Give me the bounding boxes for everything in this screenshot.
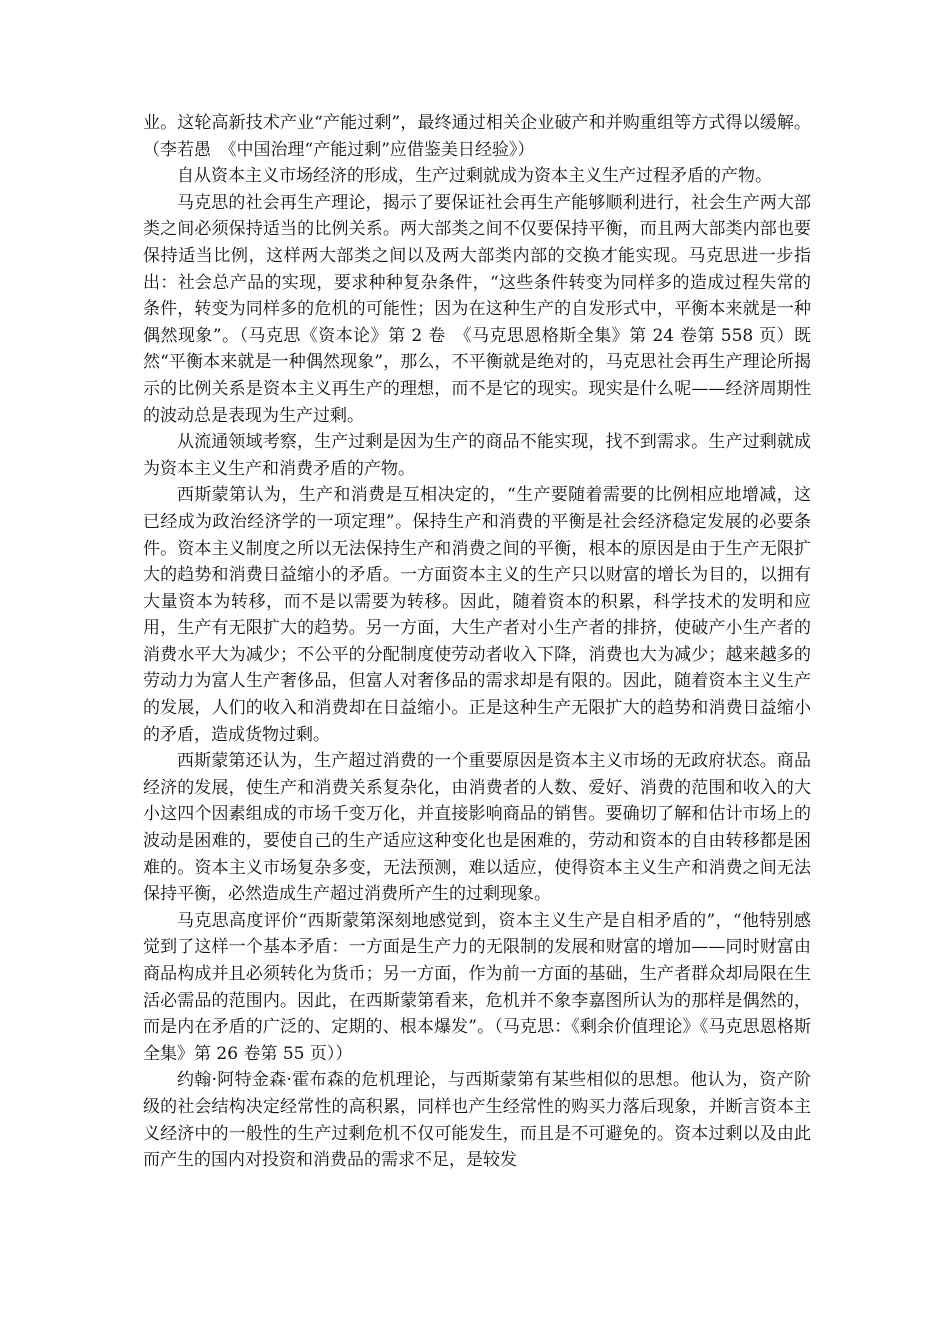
paragraph-continuation: 业。这轮高新技术产业“产能过剩”，最终通过相关企业破产和并购重组等方式得以缓解。（李若愚 《中国治理“产能过剩”应借鉴美日经验》）: [143, 113, 811, 160]
paragraph: 从流通领域考察，生产过剩是因为生产的商品不能实现，找不到需求。生产过剩就成为资本主义生产和消费矛盾的产物。: [143, 432, 811, 479]
paragraph: 西斯蒙第认为，生产和消费是互相决定的，“生产要随着需要的比例相应地增减，这已经成为政治经济学的一项定理”。保持生产和消费的平衡是社会经济稳定发展的必要条件。资本主义制度之所以无法保持生产和消费之间的平衡，根本的原因是由于生产无限扩大的趋势和消费日益缩小的矛盾。一方面资本主义的生产只以财富的增长为目的，以拥有大量资本为转移，而不是以需要为转移。因此，随着资本的积累，科学技术的发明和应用，生产有无限扩大的趋势。另一方面，大生产者对小生产者的排挤，使破产小生产者的消费水平大为减少；不公平的分配制度使劳动者收入下降，消费也大为减少；越来越多的劳动力为富人生产奢侈品，但富人对奢侈品的需求却是有限的。因此，随着资本主义生产的发展，人们的收入和消费却在日益缩小。正是这种生产无限扩大的趋势和消费日益缩小的矛盾，造成货物过剩。: [143, 485, 811, 745]
document-page: [143, 110, 811, 1174]
paragraph: 西斯蒙第还认为，生产超过消费的一个重要原因是资本主义市场的无政府状态。商品经济的发展，使生产和消费关系复杂化，由消费者的人数、爱好、消费的范围和收入的大小这四个因素组成的市场千变万化，并直接影响商品的销售。要确切了解和估计市场上的波动是困难的，要使自己的生产适应这种变化也是困难的，劳动和资本的自由转移都是困难的。资本主义市场复杂多变，无法预测，难以适应，使得资本主义生产和消费之间无法保持平衡，必然造成生产超过消费所产生的过剩现象。: [143, 751, 811, 905]
paragraph: 自从资本主义市场经济的形成，生产过剩就成为资本主义生产过程矛盾的产物。: [177, 166, 772, 187]
paragraph: 马克思高度评价“西斯蒙第深刻地感觉到，资本主义生产是自相矛盾的”，“他特别感觉到了这样一个基本矛盾：一方面是生产力的无限制的发展和财富的增加——同时财富由商品构成并且必须转化为货币；另一方面，作为前一方面的基础，生产者群众却局限在生活必需品的范围内。因此，在西斯蒙第看来，危机并不象李嘉图所认为的那样是偶然的，而是内在矛盾的广泛的、定期的、根本爆发”。（马克思：《剩余价值理论》《马克思恩格斯全集》第 26 卷第 55 页））: [143, 910, 811, 1064]
paragraph: 马克思的社会再生产理论，揭示了要保证社会再生产能够顺利进行，社会生产两大部类之间必须保持适当的比例关系。两大部类之间不仅要保持平衡，而且两大部类内部也要保持适当比例，这样两大部类之间以及两大部类内部的交换才能实现。马克思进一步指出：社会总产品的实现，要求种种复杂条件，“这些条件转变为同样多的造成过程失常的条件，转变为同样多的危机的可能性；因为在这种生产的自发形式中，平衡本来就是一种偶然现象”。（马克思《资本论》第 2 卷 《马克思恩格斯全集》第 24 卷第 558 页）既然“平衡本来就是一种偶然现象”，那么，不平衡就是绝对的，马克思社会再生产理论所揭示的比例关系是资本主义再生产的理想，而不是它的现实。现实是什么呢——经济周期性的波动总是表现为生产过剩。: [143, 192, 811, 426]
paragraph: 约翰·阿特金森·霍布森的危机理论，与西斯蒙第有某些相似的思想。他认为，资产阶级的社会结构决定经常性的高积累，同样也产生经常性的购买力落后现象，并断言资本主义经济中的一般性的生产过剩危机不仅可能发生，而且是不可避免的。资本过剩以及由此而产生的国内对投资和消费品的需求不足，是较发: [143, 1070, 811, 1171]
